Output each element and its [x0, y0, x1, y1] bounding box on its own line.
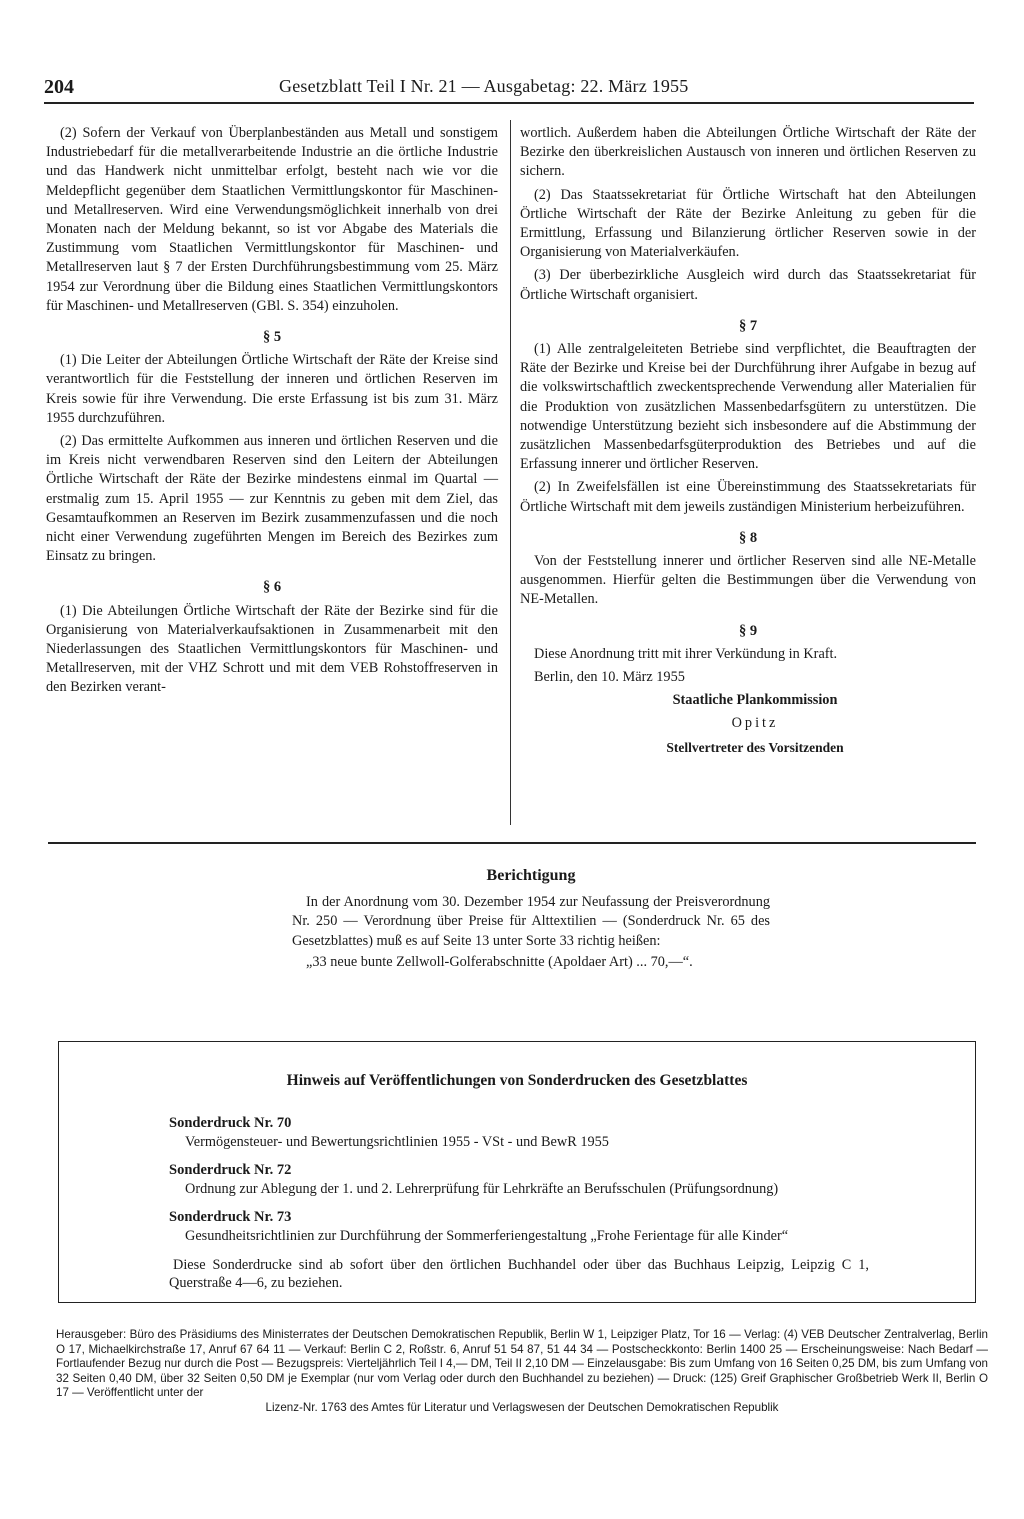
special-print-description: Vermögensteuer- und Bewertungsrichtlinien 1955 - VSt - und BewR 1955: [185, 1133, 609, 1150]
imprint-text: Herausgeber: Büro des Präsidiums des Ministerrates der Deutschen Demokratischen Republik, Berlin W 1, Leipziger Platz, Tor 16 — Verlag: (4) VEB Deutscher Zentralverlag, Berlin O 17, Michaelkirchstraße 17, Anruf 67 64 11 — Verkauf: Berlin C 2, Roßstr. 6, Anruf 51 54 87, 51 44 34 — Postscheckkonto: Berlin 1400 25 — Erscheinungsweise: Nach Bedarf — Fortlaufender Bezug nur durch die Post — Bezugspreis: Vierteljährlich Teil I 4,— DM, Teil II 2,10 DM — Einzelausgabe: Bis zum Umfang von 16 Seiten 0,25 DM, bis zum Umfang von 32 Seiten 0,40 DM, über 32 Seiten 0,50 DM je Exemplar (nur vom Verlag oder durch den Buchhandel zu beziehen) — Druck: (125) Greif Graphischer Großbetrieb Werk II, Berlin O 17 — Veröffentlicht unter der: [56, 1328, 988, 1399]
correction-text: In der Anordnung vom 30. Dezember 1954 zur Neufassung der Preisverordnung Nr. 250 — Verordnung über Preise für Alttextilien — (Sonderdruck Nr. 65 des Gesetzblattes) muß es auf Seite 13 unter Sorte 33 richtig heißen:: [292, 894, 770, 949]
imprint-license: Lizenz-Nr. 1763 des Amtes für Literatur und Verlagswesen der Deutschen Demokratischen Republik: [265, 1400, 779, 1414]
place-and-date: Berlin, den 10. März 1955: [534, 669, 685, 686]
column-divider: [510, 120, 511, 825]
section-heading-6: § 6: [262, 579, 282, 596]
imprint: [56, 1328, 988, 1415]
section-heading-9: § 9: [738, 622, 758, 639]
paragraph-s6-3: (3) Der überbezirkliche Ausgleich wird durch das Staatssekretariat für Örtliche Wirtschaft organisiert.: [520, 267, 976, 303]
paragraph-s9: Diese Anordnung tritt mit ihrer Verkündung in Kraft.: [534, 645, 838, 662]
special-print-label: Sonderdruck Nr. 70: [169, 1115, 292, 1131]
correction-quote: „33 neue bunte Zellwoll-Golferabschnitte (Apoldaer Art) ... 70,—“.: [306, 953, 693, 970]
special-prints-notice-box: [58, 1041, 976, 1303]
issuing-authority: Staatliche Plankommission: [672, 692, 838, 709]
paragraph-s6-2: (2) Das Staatssekretariat für Örtliche Wirtschaft hat den Abteilungen Örtliche Wirtschaft der Räte der Bezirke Anleitung zu geben für die Ermittlung, Erfassung und Bilanzierung örtlicher Reserven sowie in der Organisierung von Materialverkäufen.: [520, 186, 976, 261]
left-column: [46, 124, 498, 702]
paragraph-s6-1: (1) Die Abteilungen Örtliche Wirtschaft der Räte der Bezirke sind für die Organisierung von Materialverkaufsaktionen in Zusammenarbeit mit den Niederlassungen des Staatlichen Vermittlungskontors für Maschinen- und Metallreserven, mit der VHZ Schrott und mit dem VEB Rohstoffreserven in den Bezirken verant-: [46, 602, 498, 696]
page-number: 204: [44, 76, 74, 98]
paragraph-s6-1-continued: wortlich. Außerdem haben die Abteilungen Örtliche Wirtschaft der Räte der Bezirke den überkreislichen Austausch von inneren und örtlichen Reserven zu sichern.: [520, 125, 976, 180]
correction-notice: [292, 866, 770, 974]
special-print-description: Ordnung zur Ablegung der 1. und 2. Lehrerprüfung für Lehrkräfte an Berufsschulen (Prüfungsordnung): [185, 1180, 779, 1197]
section-divider: [48, 842, 976, 844]
section-heading-5: § 5: [262, 329, 282, 346]
paragraph-s5-1: (1) Die Leiter der Abteilungen Örtliche Wirtschaft der Räte der Kreise sind verantwortlich für die Feststellung der inneren und örtlichen Reserven im Kreis sowie für ihre Verwendung. Die erste Erfassung ist bis zum 31. März 1955 durchzuführen.: [46, 352, 498, 426]
notice-closing: Diese Sonderdrucke sind ab sofort über den örtlichen Buchhandel oder über das Buchhaus Leipzig, Leipzig C 1, Querstraße 4—6, zu beziehen.: [169, 1256, 869, 1292]
special-print-label: Sonderdruck Nr. 73: [169, 1209, 292, 1226]
right-column: [520, 124, 976, 761]
paragraph-s4-2: (2) Sofern der Verkauf von Überplanbeständen aus Metall und sonstigem Industriebedarf für die metallverarbeitende Industrie an die örtliche Industrie und das Handwerk nicht unmittelbar erfolgt, besteht nach wie vor die Meldepflicht gegenüber dem Staatlichen Vermittlungskontor für Maschinen- und Metallreserven. Wird eine Verwendungsmöglichkeit innerhalb von drei Monaten nach der Meldung bekannt, so ist vor Abgabe des Materials die Zustimmung vom Staatlichen Vermittlungskontor für Maschinen- und Metallreserven laut § 7 der Ersten Durchführungsbestimmung vom 25. März 1954 zur Verordnung über die Bildung eines Staatlichen Vermittlungskontors für Maschinen- und Metallreserven (GBl. S. 354) einzuholen.: [46, 125, 498, 314]
correction-title: Berichtigung: [486, 867, 576, 884]
special-print-label: Sonderdruck Nr. 72: [169, 1162, 292, 1179]
paragraph-s5-2: (2) Das ermittelte Aufkommen aus inneren und örtlichen Reserven und die im Kreis nicht verwendbaren Reserven sind den Leitern der Abteilungen Örtliche Wirtschaft der Räte der Bezirke mindestens einmal im Quartal — erstmalig zum 15. April 1955 — zur Kenntnis zu geben mit dem Ziel, das Gesamtaufkommen an Reserven im Bezirk zusammenzufassen und die noch nicht einer Verwendung zugeführten Mengen im Bereich des Bezirkes zum Einsatz zu bringen.: [46, 433, 498, 565]
special-print-item: [169, 1208, 869, 1245]
signatory-name: Opitz: [731, 715, 779, 732]
section-heading-8: § 8: [738, 529, 758, 546]
paragraph-s7-1: (1) Alle zentralgeleiteten Betriebe sind verpflichtet, die Beauftragten der Räte der Bezirke und Kreise bei der Durchführung ihrer Aufgabe in bezug auf die volkswirtschaftlich zweckentsprechende Verwendung aller Materialien für die Produktion von zusätzlichen Massenbedarfsgütern zu unterstützen. Die notwendige Unterstützung bezieht sich insbesondere auf die Abstimmung der zusätzlichen Massenbedarfsgüterproduktion des Betriebes und auf die Erfassung innerer und örtlicher Reserven.: [520, 341, 976, 473]
special-print-item: [169, 1161, 869, 1198]
section-heading-7: § 7: [738, 317, 758, 334]
special-print-item: [169, 1114, 869, 1151]
paragraph-s8: Von der Feststellung innerer und örtlicher Reserven sind alle NE-Metalle ausgenommen. Hierfür gelten die Bestimmungen über die Verwendung von NE-Metallen.: [520, 553, 976, 608]
special-print-description: Gesundheitsrichtlinien zur Durchführung der Sommerferiengestaltung „Frohe Ferientage für alle Kinder“: [185, 1227, 789, 1244]
running-head: Gesetzblatt Teil I Nr. 21 — Ausgabetag: 22. März 1955: [279, 76, 689, 96]
page-header: [44, 76, 974, 104]
paragraph-s7-2: (2) In Zweifelsfällen ist eine Übereinstimmung des Staatssekretariats für Örtliche Wirtschaft mit dem jeweils zuständigen Ministerium herbeizuführen.: [520, 479, 976, 515]
notice-title: Hinweis auf Veröffentlichungen von Sonderdrucken des Gesetzblattes: [286, 1072, 748, 1089]
notice-content: [169, 1114, 869, 1293]
signatory-role: Stellvertreter des Vorsitzenden: [666, 739, 844, 755]
